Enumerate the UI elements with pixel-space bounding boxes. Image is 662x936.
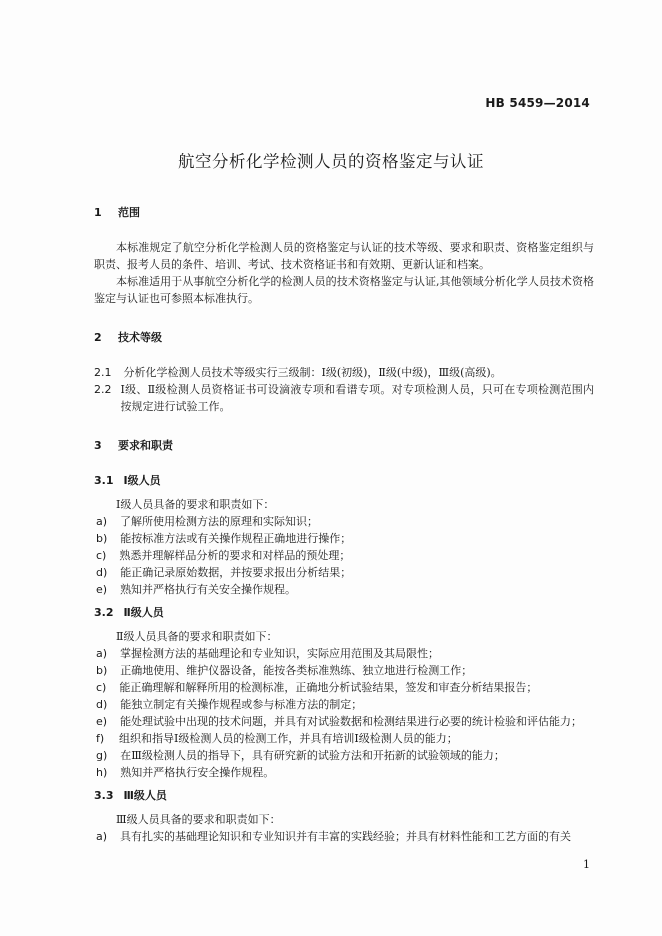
section-number: 2 xyxy=(94,331,102,344)
list-item xyxy=(94,713,594,730)
subsection-intro: Ⅱ级人员具备的要求和职责如下： xyxy=(116,630,278,643)
subsection-intro: Ⅰ级人员具备的要求和职责如下： xyxy=(116,498,275,511)
scope-paragraph-1: 本标准规定了航空分析化学检测人员的资格鉴定与认证的技术等级、要求和职责、资格鉴定组织与职责、报考人员的条件、培训、考试、技术资格证书和有效期、更新认证和档案。 xyxy=(94,241,594,271)
list-text: 正确地使用、维护仪器设备，能按各类标准熟练、独立地进行检测工作； xyxy=(120,664,473,677)
list-marker: e) xyxy=(96,583,108,596)
list-marker: e) xyxy=(96,715,108,728)
subsection-heading-level-1 xyxy=(94,472,594,489)
clause-2-2 xyxy=(94,381,594,415)
list-item xyxy=(94,764,594,781)
list-marker: g) xyxy=(96,749,108,762)
list-item xyxy=(94,564,594,581)
list-text: 熟知并严格执行有关安全操作规程。 xyxy=(120,583,297,596)
subsection-title: Ⅰ级人员 xyxy=(123,474,161,487)
clause-text: 分析化学检测人员技术等级实行三级制：Ⅰ级(初级)，Ⅱ级(中级)，Ⅲ级(高级)。 xyxy=(123,366,502,379)
clause-number: 2.2 xyxy=(94,383,112,396)
list-text: 能处理试验中出现的技术问题，并具有对试验数据和检测结果进行必要的统计检验和评估能力； xyxy=(120,715,583,728)
subsection-intro: Ⅲ级人员具备的要求和职责如下： xyxy=(116,813,281,826)
list-item xyxy=(94,828,594,845)
list-level-3 xyxy=(94,828,594,845)
subsection-number: 3.2 xyxy=(94,606,114,619)
list-item xyxy=(94,530,594,547)
list-text: 熟知并严格执行安全操作规程。 xyxy=(120,766,275,779)
list-text: 具有扎实的基础理论知识和专业知识并有丰富的实践经验；并具有材料性能和工艺方面的有关 xyxy=(120,830,572,843)
section-heading-scope xyxy=(94,204,594,221)
list-item xyxy=(94,696,594,713)
list-marker: a) xyxy=(96,830,108,843)
list-item xyxy=(94,645,594,662)
section-heading-requirements xyxy=(94,437,594,454)
list-text: 在Ⅲ级检测人员的指导下，具有研究新的试验方法和开拓新的试验领域的能力； xyxy=(120,749,505,762)
list-text: 能正确理解和解释所用的检测标准，正确地分析试验结果，签发和审查分析结果报告； xyxy=(119,681,538,694)
list-marker: a) xyxy=(96,515,108,528)
list-marker: c) xyxy=(96,681,107,694)
list-marker: c) xyxy=(96,549,107,562)
list-marker: b) xyxy=(96,664,108,677)
scope-paragraph-2: 本标准适用于从事航空分析化学的检测人员的技术资格鉴定与认证,其他领域分析化学人员技术资格鉴定与认证也可参照本标准执行。 xyxy=(94,275,594,305)
list-item xyxy=(94,547,594,564)
page-number: 1 xyxy=(583,858,590,871)
list-marker: a) xyxy=(96,647,108,660)
list-text: 了解所使用检测方法的原理和实际知识； xyxy=(120,515,319,528)
subsection-title: Ⅲ级人员 xyxy=(123,789,167,802)
list-marker: b) xyxy=(96,532,108,545)
clause-number: 2.1 xyxy=(94,366,112,379)
section-title: 要求和职责 xyxy=(118,439,173,452)
list-level-2 xyxy=(94,645,594,781)
list-item xyxy=(94,679,594,696)
list-item xyxy=(94,662,594,679)
subsection-heading-level-2 xyxy=(94,604,594,621)
clause-text: Ⅰ级、Ⅱ级检测人员资格证书可设滴液专项和看谱专项。对专项检测人员，只可在专项检测范围内按规定进行试验工作。 xyxy=(120,383,594,413)
subsection-number: 3.3 xyxy=(94,789,114,802)
section-heading-levels xyxy=(94,329,594,346)
subsection-title: Ⅱ级人员 xyxy=(123,606,164,619)
list-text: 能正确记录原始数据，并按要求报出分析结果； xyxy=(120,566,352,579)
clause-2-1 xyxy=(94,364,594,381)
list-text: 熟悉并理解样品分析的要求和对样品的预处理； xyxy=(119,549,351,562)
document-body xyxy=(94,204,594,845)
list-text: 能独立制定有关操作规程或参与标准方法的制定； xyxy=(120,698,363,711)
list-level-1 xyxy=(94,513,594,598)
list-text: 组织和指导Ⅰ级检测人员的检测工作，并具有培训Ⅰ级检测人员的能力； xyxy=(119,732,458,745)
section-title: 范围 xyxy=(118,206,140,219)
list-marker: f) xyxy=(96,732,105,745)
subsection-heading-level-3 xyxy=(94,787,594,804)
list-marker: d) xyxy=(96,698,108,711)
document-title: 航空分析化学检测人员的资格鉴定与认证 xyxy=(178,152,484,171)
list-text: 掌握检测方法的基础理论和专业知识，实际应用范围及其局限性； xyxy=(120,647,440,660)
section-number: 1 xyxy=(94,206,102,219)
list-item xyxy=(94,513,594,530)
list-marker: h) xyxy=(96,766,108,779)
section-title: 技术等级 xyxy=(118,331,162,344)
list-marker: d) xyxy=(96,566,108,579)
list-item xyxy=(94,747,594,764)
standard-code: HB 5459—2014 xyxy=(485,96,590,110)
list-item xyxy=(94,730,594,747)
list-item xyxy=(94,581,594,598)
section-number: 3 xyxy=(94,439,102,452)
list-text: 能按标准方法或有关操作规程正确地进行操作； xyxy=(120,532,352,545)
subsection-number: 3.1 xyxy=(94,474,114,487)
